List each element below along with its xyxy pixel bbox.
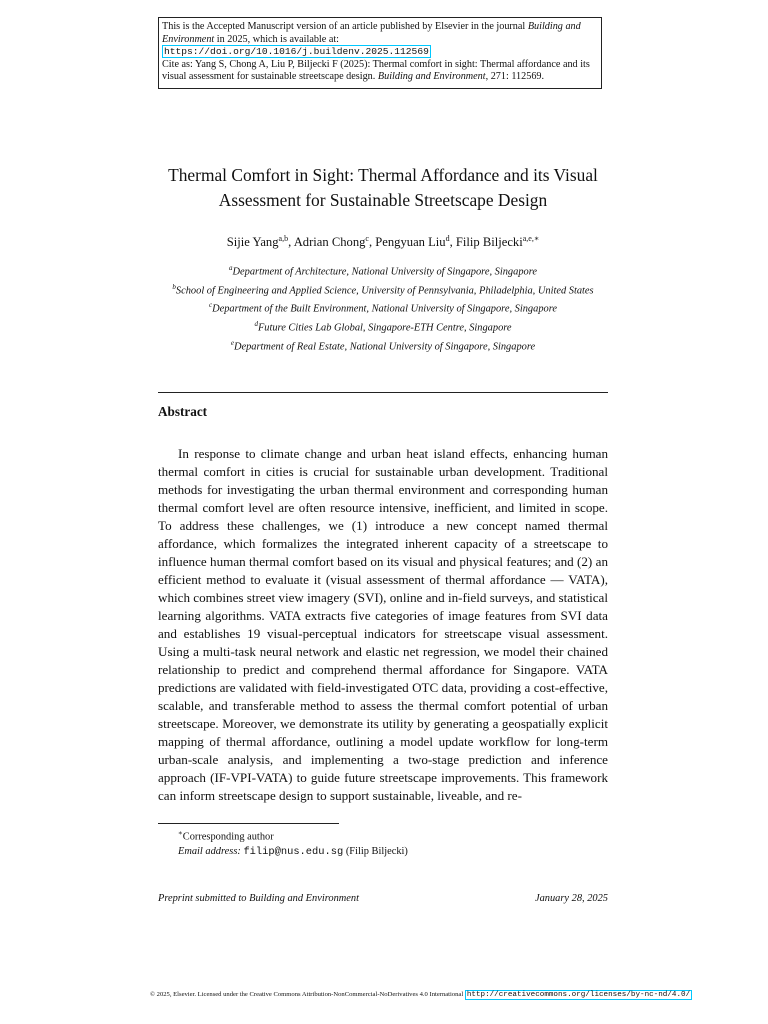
affiliation-list	[160, 261, 606, 354]
submission-date: January 28, 2025	[534, 893, 608, 904]
author-affil-sup: c	[365, 234, 369, 243]
journal-name-cite: Building and Environment	[377, 71, 486, 83]
doi-link[interactable]: https://doi.org/10.1016/j.buildenv.2025.112569	[164, 46, 429, 58]
preprint-note: Preprint submitted to Building and Environment	[158, 893, 359, 904]
affiliation	[160, 261, 606, 280]
corresponding-author-label: Corresponding author	[182, 831, 274, 843]
affiliation-text: School of Engineering and Applied Science, University of Pennsylvania, Philadelphia, United States	[175, 285, 594, 297]
affiliation-sup: b	[172, 282, 176, 291]
affiliation-text: Department of Architecture, National University of Singapore, Singapore	[232, 266, 537, 278]
author-affil-sup: d	[445, 234, 450, 243]
affiliation	[160, 317, 606, 336]
footnote	[178, 826, 408, 860]
affiliation	[160, 336, 606, 355]
author-separator: ,	[449, 235, 456, 250]
affiliation	[160, 298, 606, 317]
manuscript-notice-box	[158, 17, 602, 89]
license-link[interactable]: http://creativecommons.org/licenses/by-nc-nd/4.0/	[466, 991, 691, 999]
email-address: filip@nus.edu.sg	[243, 846, 344, 859]
author-affil-sup: a,b	[278, 234, 289, 243]
notice-text-cont: in 2025, which is available at:	[214, 33, 340, 45]
license-text: © 2025, Elsevier. Licensed under the Creative Commons Attribution-NonCommercial-NoDerivatives 4.0 International	[150, 991, 465, 998]
affiliation-text: Department of the Built Environment, National University of Singapore, Singapore	[212, 303, 557, 315]
corresponding-author-note	[178, 826, 408, 844]
abstract-body: In response to climate change and urban heat island effects, enhancing human thermal comfort in cities is crucial for sustainable urban development. Traditional methods for investigating the urban thermal environment and corresponding human thermal comfort level are often resource intensive, inefficient, and limited in scope. To address these challenges, we (1) introduce a new concept named thermal affordance, which formalizes the integrated inherent capacity of a streetscape to influence human thermal comfort based on its visual and physical features; and (2) an efficient method to evaluate it (visual assessment of thermal affordance — VATA), which combines street view imagery (SVI), online and in-field surveys, and statistical learning algorithms. VATA extracts five categories of image features from SVI data and establishes 19 visual-perceptual indicators for streetscape visual assessment. Using a multi-task neural network and elastic net regression, we model their chained relationship to predict and comprehend thermal affordance for Singapore. VATA predictions are validated with field-investigated OTC data, providing a cost-effective, scalable, and transferable method to assess the thermal comfort potential of urban streetscape. Moreover, we demonstrate its utility by generating a geospatially explicit mapping of thermal affordance, outlining a model update workflow for long-term urban-scale analysis, and implementing a two-stage prediction and inference approach (IF-VPI-VATA) to guide future streetscape improvements. This framework can inform streetscape design to support sustainable, liveable, and re-	[158, 446, 608, 803]
affiliation-text: Future Cities Lab Global, Singapore-ETH Centre, Singapore	[257, 322, 512, 334]
author-list	[150, 230, 616, 251]
license-footer	[150, 990, 692, 1000]
affiliation-sup: a	[229, 264, 233, 272]
abstract-heading: Abstract	[158, 404, 208, 419]
author-separator: ,	[368, 235, 376, 250]
author-separator: ,	[288, 235, 294, 250]
author-name: Filip Biljecki	[455, 235, 523, 250]
title-line-1: Thermal Comfort in Sight: Thermal Affordance and its Visual	[168, 165, 598, 185]
email-label: Email address:	[178, 846, 241, 858]
notice-text: This is the Accepted Manuscript version of an article published by Elsevier in the journal	[162, 21, 528, 32]
affiliation-sup: c	[209, 301, 213, 310]
cite-volume: , 271: 112569.	[485, 71, 545, 83]
footnote-marker: ∗	[178, 829, 183, 837]
author-name: Adrian Chong	[293, 235, 366, 250]
journal-name: Building and Environment	[162, 21, 581, 45]
cite-text: Cite as: Yang S, Chong A, Liu P, Biljecki F (2025): Thermal comfort in sight: Thermal affordance and its visual assessment for sustainable streetscape design.	[162, 58, 590, 83]
email-owner: (Filip Biljecki)	[345, 846, 408, 858]
affiliation-sup: d	[254, 320, 258, 329]
author-name: Sijie Yang	[226, 235, 279, 250]
affiliation	[160, 280, 606, 299]
footnote-rule	[158, 823, 339, 824]
paper-title	[140, 163, 626, 212]
affiliation-text: Department of Real Estate, National University of Singapore, Singapore	[234, 341, 536, 353]
section-divider	[158, 392, 608, 393]
email-line	[178, 844, 408, 860]
affiliation-sup: e	[230, 338, 234, 347]
author-affil-sup: a,e,∗	[522, 234, 540, 243]
title-line-2: Assessment for Sustainable Streetscape Design	[218, 189, 548, 210]
author-name: Pengyuan Liu	[375, 235, 446, 250]
